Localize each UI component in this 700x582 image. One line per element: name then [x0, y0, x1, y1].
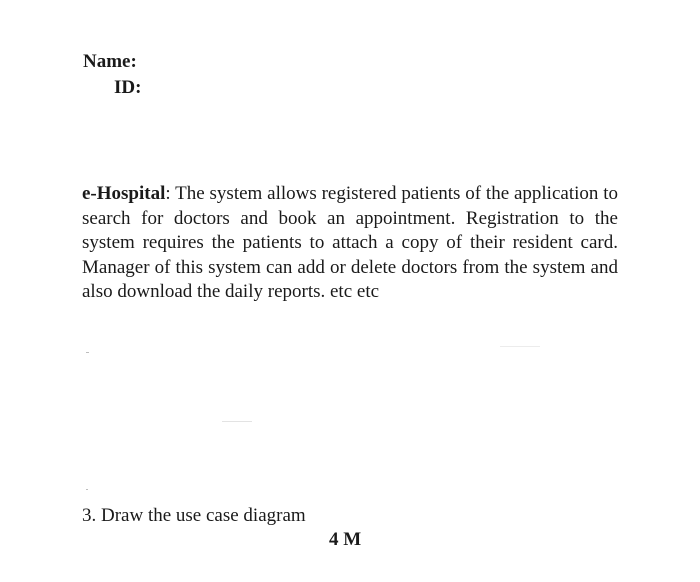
question-marks: 4 M — [329, 529, 362, 550]
question-text: 3. Draw the use case diagram — [82, 505, 306, 526]
case-term: e-Hospital — [82, 183, 166, 204]
case-description — [82, 182, 618, 305]
case-description-text: The system allows registered patients of the application to search for doctors and book an appointment. Registration to the system requires the patients to attach a copy of their resident card. Manager of this system can add or delete doctors from the system and also download the daily reports. etc etc — [82, 183, 618, 303]
case-term-colon: : — [165, 183, 171, 204]
scan-speck — [86, 352, 89, 353]
scan-speck — [86, 489, 88, 490]
id-label: ID: — [114, 77, 142, 98]
scan-speck — [222, 421, 252, 422]
name-label: Name: — [83, 51, 137, 72]
scan-speck — [500, 346, 540, 347]
